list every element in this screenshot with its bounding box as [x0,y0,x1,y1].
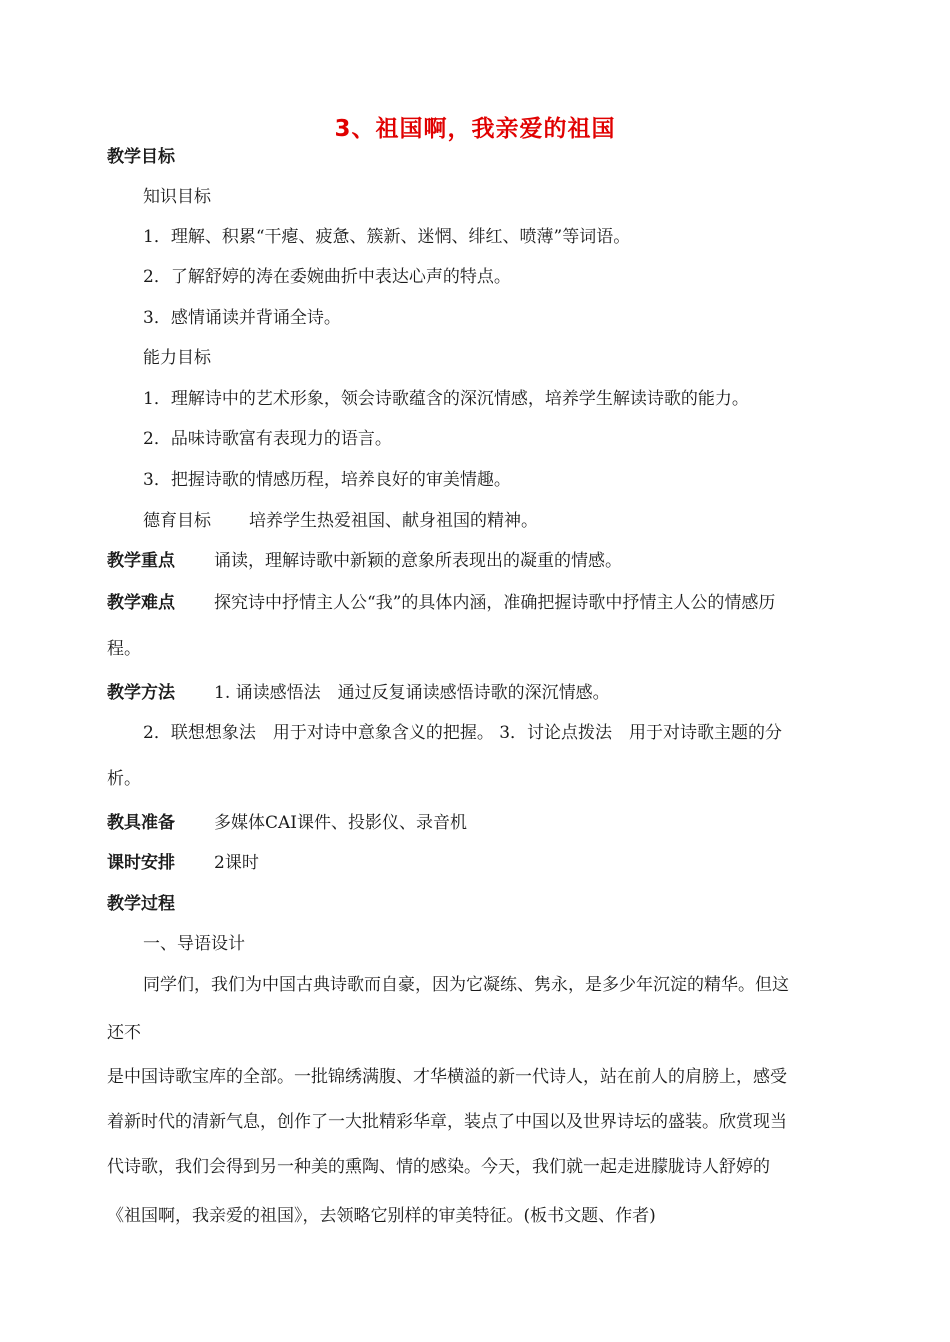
knowledge-objectives-label: 知识目标 [143,187,211,207]
moral-objective-label: 德育目标 [143,511,211,531]
difficulties [107,591,847,615]
moral-objective [143,509,883,533]
paragraph-line-3: 是中国诗歌宝库的全部。一批锦绣满腹、才华横溢的新一代诗人，站在前人的肩膀上，感受 [107,1067,787,1087]
ability-item-2: 2．品味诗歌富有表现力的语言。 [143,429,392,449]
difficulties-label: 教学难点 [107,593,175,613]
ability-item-1: 1．理解诗中的艺术形象，领会诗歌蕴含的深沉情感，培养学生解读诗歌的能力。 [143,389,749,409]
difficulties-text-line2: 程。 [107,639,141,659]
paragraph-line-5: 代诗歌，我们会得到另一种美的熏陶、情的感染。今天，我们就一起走进朦胧诗人舒婷的 [107,1157,770,1177]
ability-objectives-label: 能力目标 [143,348,211,368]
tools [107,811,847,835]
schedule-text: 2课时 [214,853,259,873]
schedule [107,851,847,875]
knowledge-item-3: 3．感情诵读并背诵全诗。 [143,308,341,328]
knowledge-item-1: 1．理解、积累“干瘪、疲惫、簇新、迷惘、绯红、喷薄”等词语。 [143,227,631,247]
methods-line2: 2．联想想象法 用于对诗中意象含义的把握。 3．讨论点拨法 用于对诗歌主题的分 [143,723,783,743]
ability-item-3: 3．把握诗歌的情感历程，培养良好的审美情趣。 [143,470,511,490]
schedule-label: 课时安排 [107,853,175,873]
methods-line3: 析。 [107,769,141,789]
key-points [107,549,847,573]
knowledge-item-2: 2．了解舒婷的涛在委婉曲折中表达心声的特点。 [143,267,511,287]
process-section-1: 一、导语设计 [143,934,245,954]
difficulties-text-line1: 探究诗中抒情主人公“我”的具体内涵，准确把握诗歌中抒情主人公的情感历 [214,593,776,613]
moral-objective-text: 培养学生热爱祖国、献身祖国的精神。 [249,511,538,531]
methods-line1: 1. 诵读感悟法 通过反复诵读感悟诗歌的深沉情感。 [214,683,610,703]
paragraph-line-1: 同学们，我们为中国古典诗歌而自豪，因为它凝练、隽永，是多少年沉淀的精华。但这 [143,975,789,995]
methods-label: 教学方法 [107,683,175,703]
methods [107,681,847,705]
process-heading: 教学过程 [107,894,175,914]
paragraph-line-4: 着新时代的清新气息，创作了一大批精彩华章，装点了中国以及世界诗坛的盛装。欣赏现当 [107,1112,787,1132]
paragraph-line-6: 《祖国啊，我亲爱的祖国》，去领略它别样的审美特征。(板书文题、作者) [107,1206,656,1226]
paragraph-line-2: 还不 [107,1023,141,1043]
tools-label: 教具准备 [107,813,175,833]
key-points-text: 诵读，理解诗歌中新颖的意象所表现出的凝重的情感。 [214,551,622,571]
key-points-label: 教学重点 [107,551,175,571]
document-title: 3、祖国啊，我亲爱的祖国 [334,116,616,142]
tools-text: 多媒体CAI课件、投影仪、录音机 [214,813,467,833]
objectives-heading: 教学目标 [107,147,175,167]
